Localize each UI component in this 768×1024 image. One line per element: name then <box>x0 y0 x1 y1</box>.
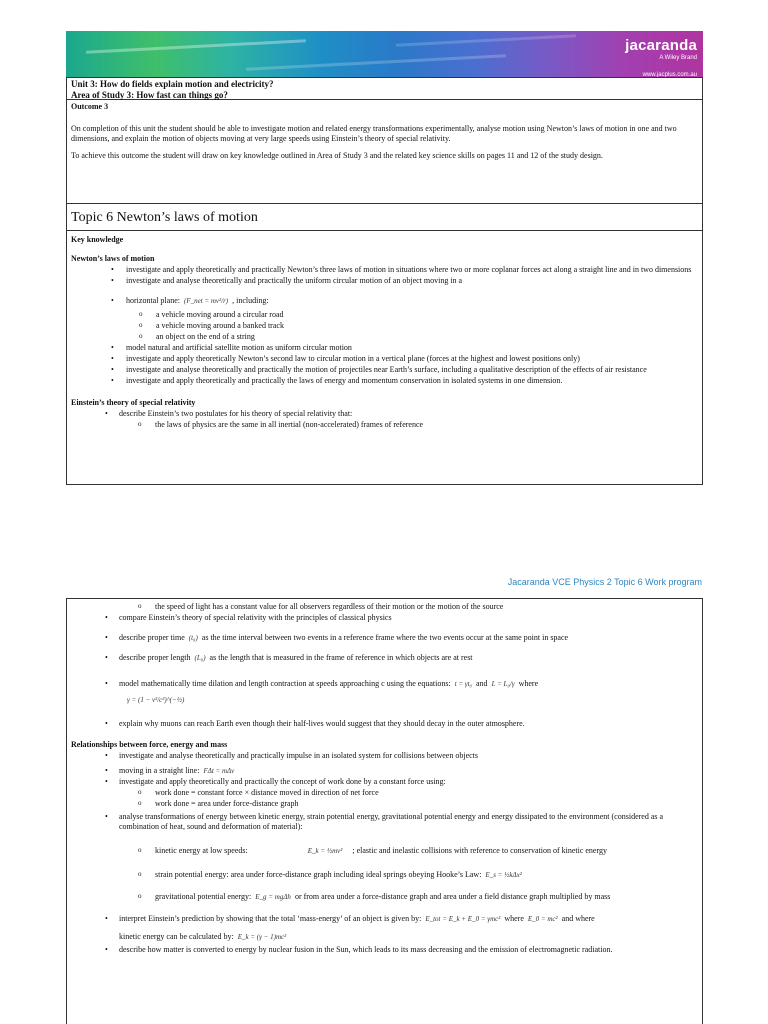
rel-bullet-3-sub-2: o work done = area under force-distance graph <box>71 799 698 809</box>
newton-bullet-1: • investigate and apply theoretically and practically Newton’s three laws of motion in situations where two or more coplanar forces act along a straight line and in two dimensions <box>71 265 698 275</box>
einstein-sub-2: o the speed of light has a constant value for all observers regardless of their motion or the motion of the source <box>71 602 698 612</box>
rel-bullet-2 <box>71 766 698 776</box>
mass-energy-where: where <box>504 914 524 923</box>
rel-bullet-3-sub-1: o work done = constant force × distance moved in direction of net force <box>71 788 698 798</box>
rel-bullet-5 <box>71 914 698 924</box>
proper-length-post: as the length that is measured in the frame of reference in which objects are at rest <box>209 653 473 662</box>
newton-bullet-3-post: , including: <box>232 296 269 305</box>
rel-bullet-5-line2 <box>71 932 698 942</box>
equation-l0: (L₀) <box>194 654 206 662</box>
newton-sub-2: o a vehicle moving around a banked track <box>71 321 698 331</box>
newton-bullet-3 <box>71 296 698 306</box>
rel-bullet-2-pre: moving in a straight line: <box>119 766 200 775</box>
outcome-para-2: To achieve this outcome the student will draw on key knowledge outlined in Area of Study 3 and the related key science skills on pages 11 and 12 of the study design. <box>71 151 603 160</box>
model-and: and <box>476 679 488 688</box>
equation-etot: E_tot = E_k + E_0 = γmc² <box>425 915 501 923</box>
newton-bullet-4: • model natural and artificial satellite motion as uniform circular motion <box>71 343 698 353</box>
brand-sub: A Wiley Brand <box>659 54 697 61</box>
newton-bullet-7: • investigate and apply theoretically and practically the laws of energy and momentum conservation in isolated systems in one dimension. <box>71 376 698 386</box>
eg-post: or from area under a force-distance graph and area under a field distance graph multiplied by mass <box>294 892 611 901</box>
einstein-bullet-1: • describe Einstein’s two postulates for his theory of special relativity that: <box>71 409 698 419</box>
ek-post: ; elastic and inelastic collisions with reference to conservation of kinetic energy <box>352 846 607 855</box>
model-bullet <box>71 679 698 689</box>
outcome-label: Outcome 3 <box>71 102 109 111</box>
equation-L: L = L₀/γ <box>491 680 515 688</box>
equation-e0: E_0 = mc² <box>527 915 558 923</box>
newton-bullet-6: • investigate and analyse theoretically and practically the motion of projectiles near Earth’s surface, including a qualitative description of the effects of air resistance <box>71 365 698 375</box>
outcome-para-1: On completion of this unit the student should be able to investigate motion and related energy transformations experimentally, analyse motion using Newton’s laws of motion in one and two dimensions, and explain the motion of objects moving at very large speeds using Einstein’s theory of special relativity. <box>71 124 677 143</box>
outcome-row <box>67 100 702 204</box>
rel-bullet-6: • describe how matter is converted to energy by nuclear fusion in the Sun, which leads to its mass decreasing and the emission of electromagnetic radiation. <box>71 945 698 955</box>
newton-bullet-2: • investigate and analyse theoretically and practically the uniform circular motion of an object moving in a <box>71 276 698 286</box>
equation-es: E_s = ½kΔx² <box>485 871 522 879</box>
equation-t: t = γt₀ <box>454 680 472 688</box>
topic-row <box>67 204 702 231</box>
jacaranda-logo <box>625 37 697 77</box>
newton-sub-3: o an object on the end of a string <box>71 332 698 342</box>
header-banner <box>66 31 703 77</box>
ek-calc-text: kinetic energy can be calculated by: <box>119 932 234 941</box>
compare-bullet: • compare Einstein’s theory of special relativity with the principles of classical physics <box>71 613 698 623</box>
einstein-sub-1: o the laws of physics are the same in all inertial (non-accelerated) frames of reference <box>71 420 698 430</box>
newton-bullet-3-pre: horizontal plane: <box>126 296 180 305</box>
page-footer: Jacaranda VCE Physics 2 Topic 6 Work program <box>507 577 702 587</box>
header-row <box>67 78 702 100</box>
proper-length-pre: describe proper length <box>119 653 191 662</box>
key-knowledge-row <box>67 231 702 433</box>
equation-ek2: E_k = (γ − 1)mc² <box>237 933 287 941</box>
newton-heading: Newton’s laws of motion <box>71 254 155 263</box>
proper-time-bullet <box>71 633 698 643</box>
newton-sub-1: o a vehicle moving around a circular road <box>71 310 698 320</box>
area-title: Area of Study 3: How fast can things go? <box>71 90 228 101</box>
equation-eg: E_g = mgΔh <box>255 893 291 901</box>
model-pre: model mathematically time dilation and length contraction at speeds approaching c using the equations: <box>119 679 451 688</box>
proper-length-bullet <box>71 653 698 663</box>
mass-energy-pre: interpret Einstein’s prediction by showing that the total ‘mass-energy’ of an object is given by: <box>119 914 422 923</box>
work-program-table-page1 <box>66 77 703 485</box>
mass-energy-and-where: and where <box>561 914 595 923</box>
newton-bullet-5: • investigate and apply theoretically Newton’s second law to circular motion in a vertical plane (forces at the highest and lowest positions only) <box>71 354 698 364</box>
model-where: where <box>518 679 539 688</box>
rel-bullet-3: • investigate and apply theoretically and practically the concept of work done by a constant force using: <box>71 777 698 787</box>
muons-bullet: • explain why muons can reach Earth even though their half-lives would suggest that they should decay in the outer atmosphere. <box>71 719 698 729</box>
rel-bullet-4-sub-2 <box>71 870 698 880</box>
unit-title: Unit 3: How do fields explain motion and electricity? <box>71 79 274 89</box>
eg-pre: gravitational potential energy: <box>155 892 252 901</box>
brand-url: www.jacplus.com.au <box>642 72 697 77</box>
brand-name: jacaranda <box>625 37 697 54</box>
rel-bullet-4-sub-3 <box>71 892 698 902</box>
equation-ek: E_k = ½mv² <box>307 847 343 855</box>
rel-bullet-4-sub-1 <box>71 846 698 856</box>
rel-bullet-1: • investigate and analyse theoretically and practically impulse in an isolated system for collisions between objects <box>71 751 698 761</box>
es-pre: strain potential energy: area under force-distance graph including ideal springs obeying Hooke’s Law: <box>155 870 482 879</box>
einstein-heading: Einstein’s theory of special relativity <box>71 398 196 407</box>
rel-bullet-4: • analyse transformations of energy between kinetic energy, strain potential energy, gravitational potential energy and energy dissipated to the environment (considered as a combination of heat, sound and deformation of material): <box>71 812 698 832</box>
equation-gamma: γ = (1 − v²/c²)^(−½) <box>127 696 185 704</box>
ek-pre: kinetic energy at low speeds: <box>155 846 248 855</box>
proper-time-pre: describe proper time <box>119 633 185 642</box>
topic-title: Topic 6 Newton’s laws of motion <box>71 210 258 225</box>
equation-t0: (t₀) <box>188 634 198 642</box>
relationships-heading: Relationships between force, energy and mass <box>71 740 228 749</box>
equation-impulse: FΔt = mΔv <box>203 767 235 775</box>
proper-time-post: as the time interval between two events in a reference frame where the two events occur at the same point in space <box>201 633 569 642</box>
key-knowledge-heading: Key knowledge <box>71 235 124 244</box>
work-program-table-page2 <box>66 598 703 1024</box>
equation-fnet: (F_net = mv²/r) <box>183 297 229 305</box>
